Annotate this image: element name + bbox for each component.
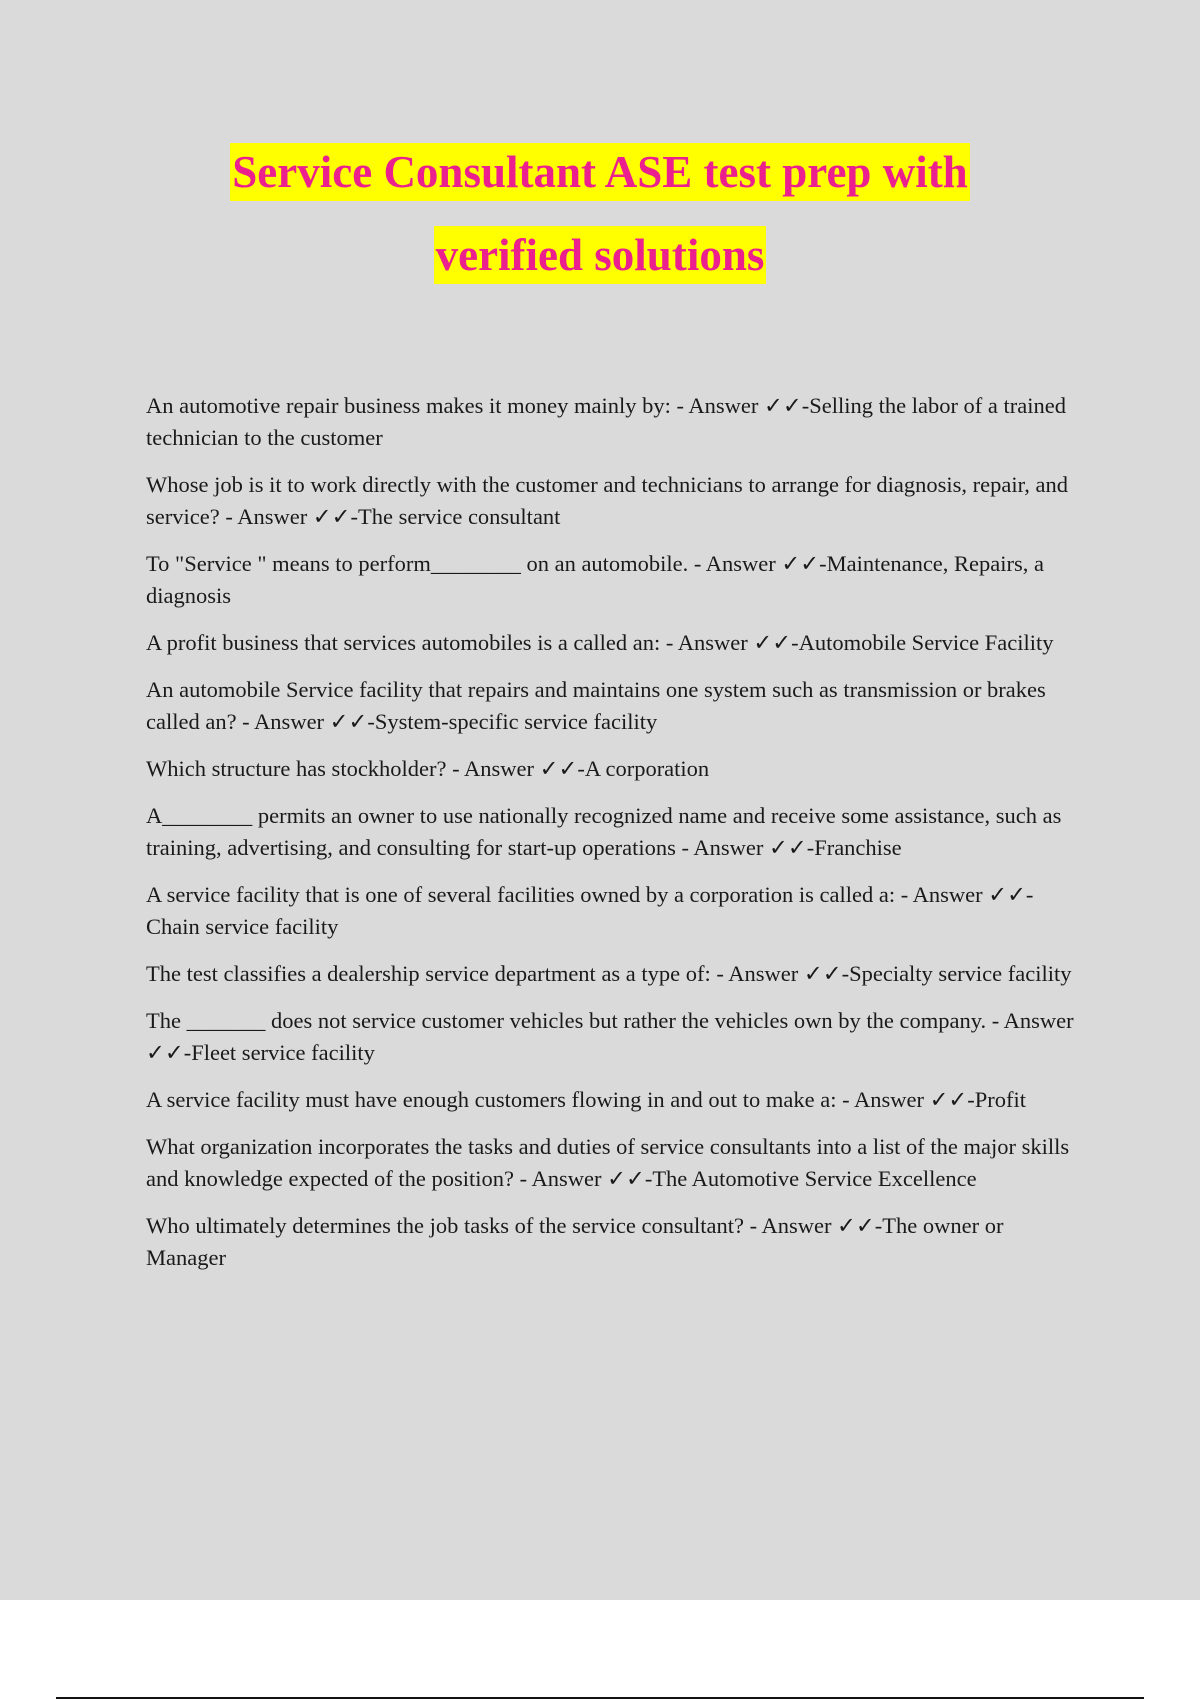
qa-item: To "Service " means to perform________ on an automobile. - Answer ✓✓-Maintenance, Repairs, a diagnosis — [146, 551, 1045, 608]
qa-item: Which structure has stockholder? - Answer ✓✓-A corporation — [146, 756, 710, 781]
title-line-2: verified solutions — [434, 226, 767, 284]
qa-list — [146, 390, 1086, 1289]
title-line-1: Service Consultant ASE test prep with — [230, 143, 969, 201]
qa-item: The test classifies a dealership service department as a type of: - Answer ✓✓-Specialty service facility — [146, 961, 1072, 986]
qa-item: An automobile Service facility that repairs and maintains one system such as transmission or brakes called an? - Answer ✓✓-System-specific service facility — [146, 677, 1046, 734]
qa-item: What organization incorporates the tasks and duties of service consultants into a list of the major skills and knowledge expected of the position? - Answer ✓✓-The Automotive Service Excellence — [146, 1134, 1070, 1191]
qa-item: A service facility that is one of several facilities owned by a corporation is called a: - Answer ✓✓-Chain service facility — [146, 882, 1034, 939]
qa-item: The _______ does not service customer vehicles but rather the vehicles own by the company. - Answer ✓✓-Fleet service facility — [146, 1008, 1074, 1065]
footer-divider — [56, 1697, 1144, 1699]
qa-item: A________ permits an owner to use nationally recognized name and receive some assistance, such as training, advertising, and consulting for start-up operations - Answer ✓✓-Franchise — [146, 803, 1062, 860]
document-title — [0, 143, 1200, 284]
qa-item: A profit business that services automobiles is a called an: - Answer ✓✓-Automobile Service Facility — [146, 630, 1054, 655]
qa-item: Who ultimately determines the job tasks of the service consultant? - Answer ✓✓-The owner or Manager — [146, 1213, 1004, 1270]
qa-item: An automotive repair business makes it money mainly by: - Answer ✓✓-Selling the labor of a trained technician to the customer — [146, 393, 1067, 450]
qa-item: Whose job is it to work directly with the customer and technicians to arrange for diagnosis, repair, and service? - Answer ✓✓-The service consultant — [146, 472, 1068, 529]
qa-item: A service facility must have enough customers flowing in and out to make a: - Answer ✓✓-Profit — [146, 1087, 1027, 1112]
